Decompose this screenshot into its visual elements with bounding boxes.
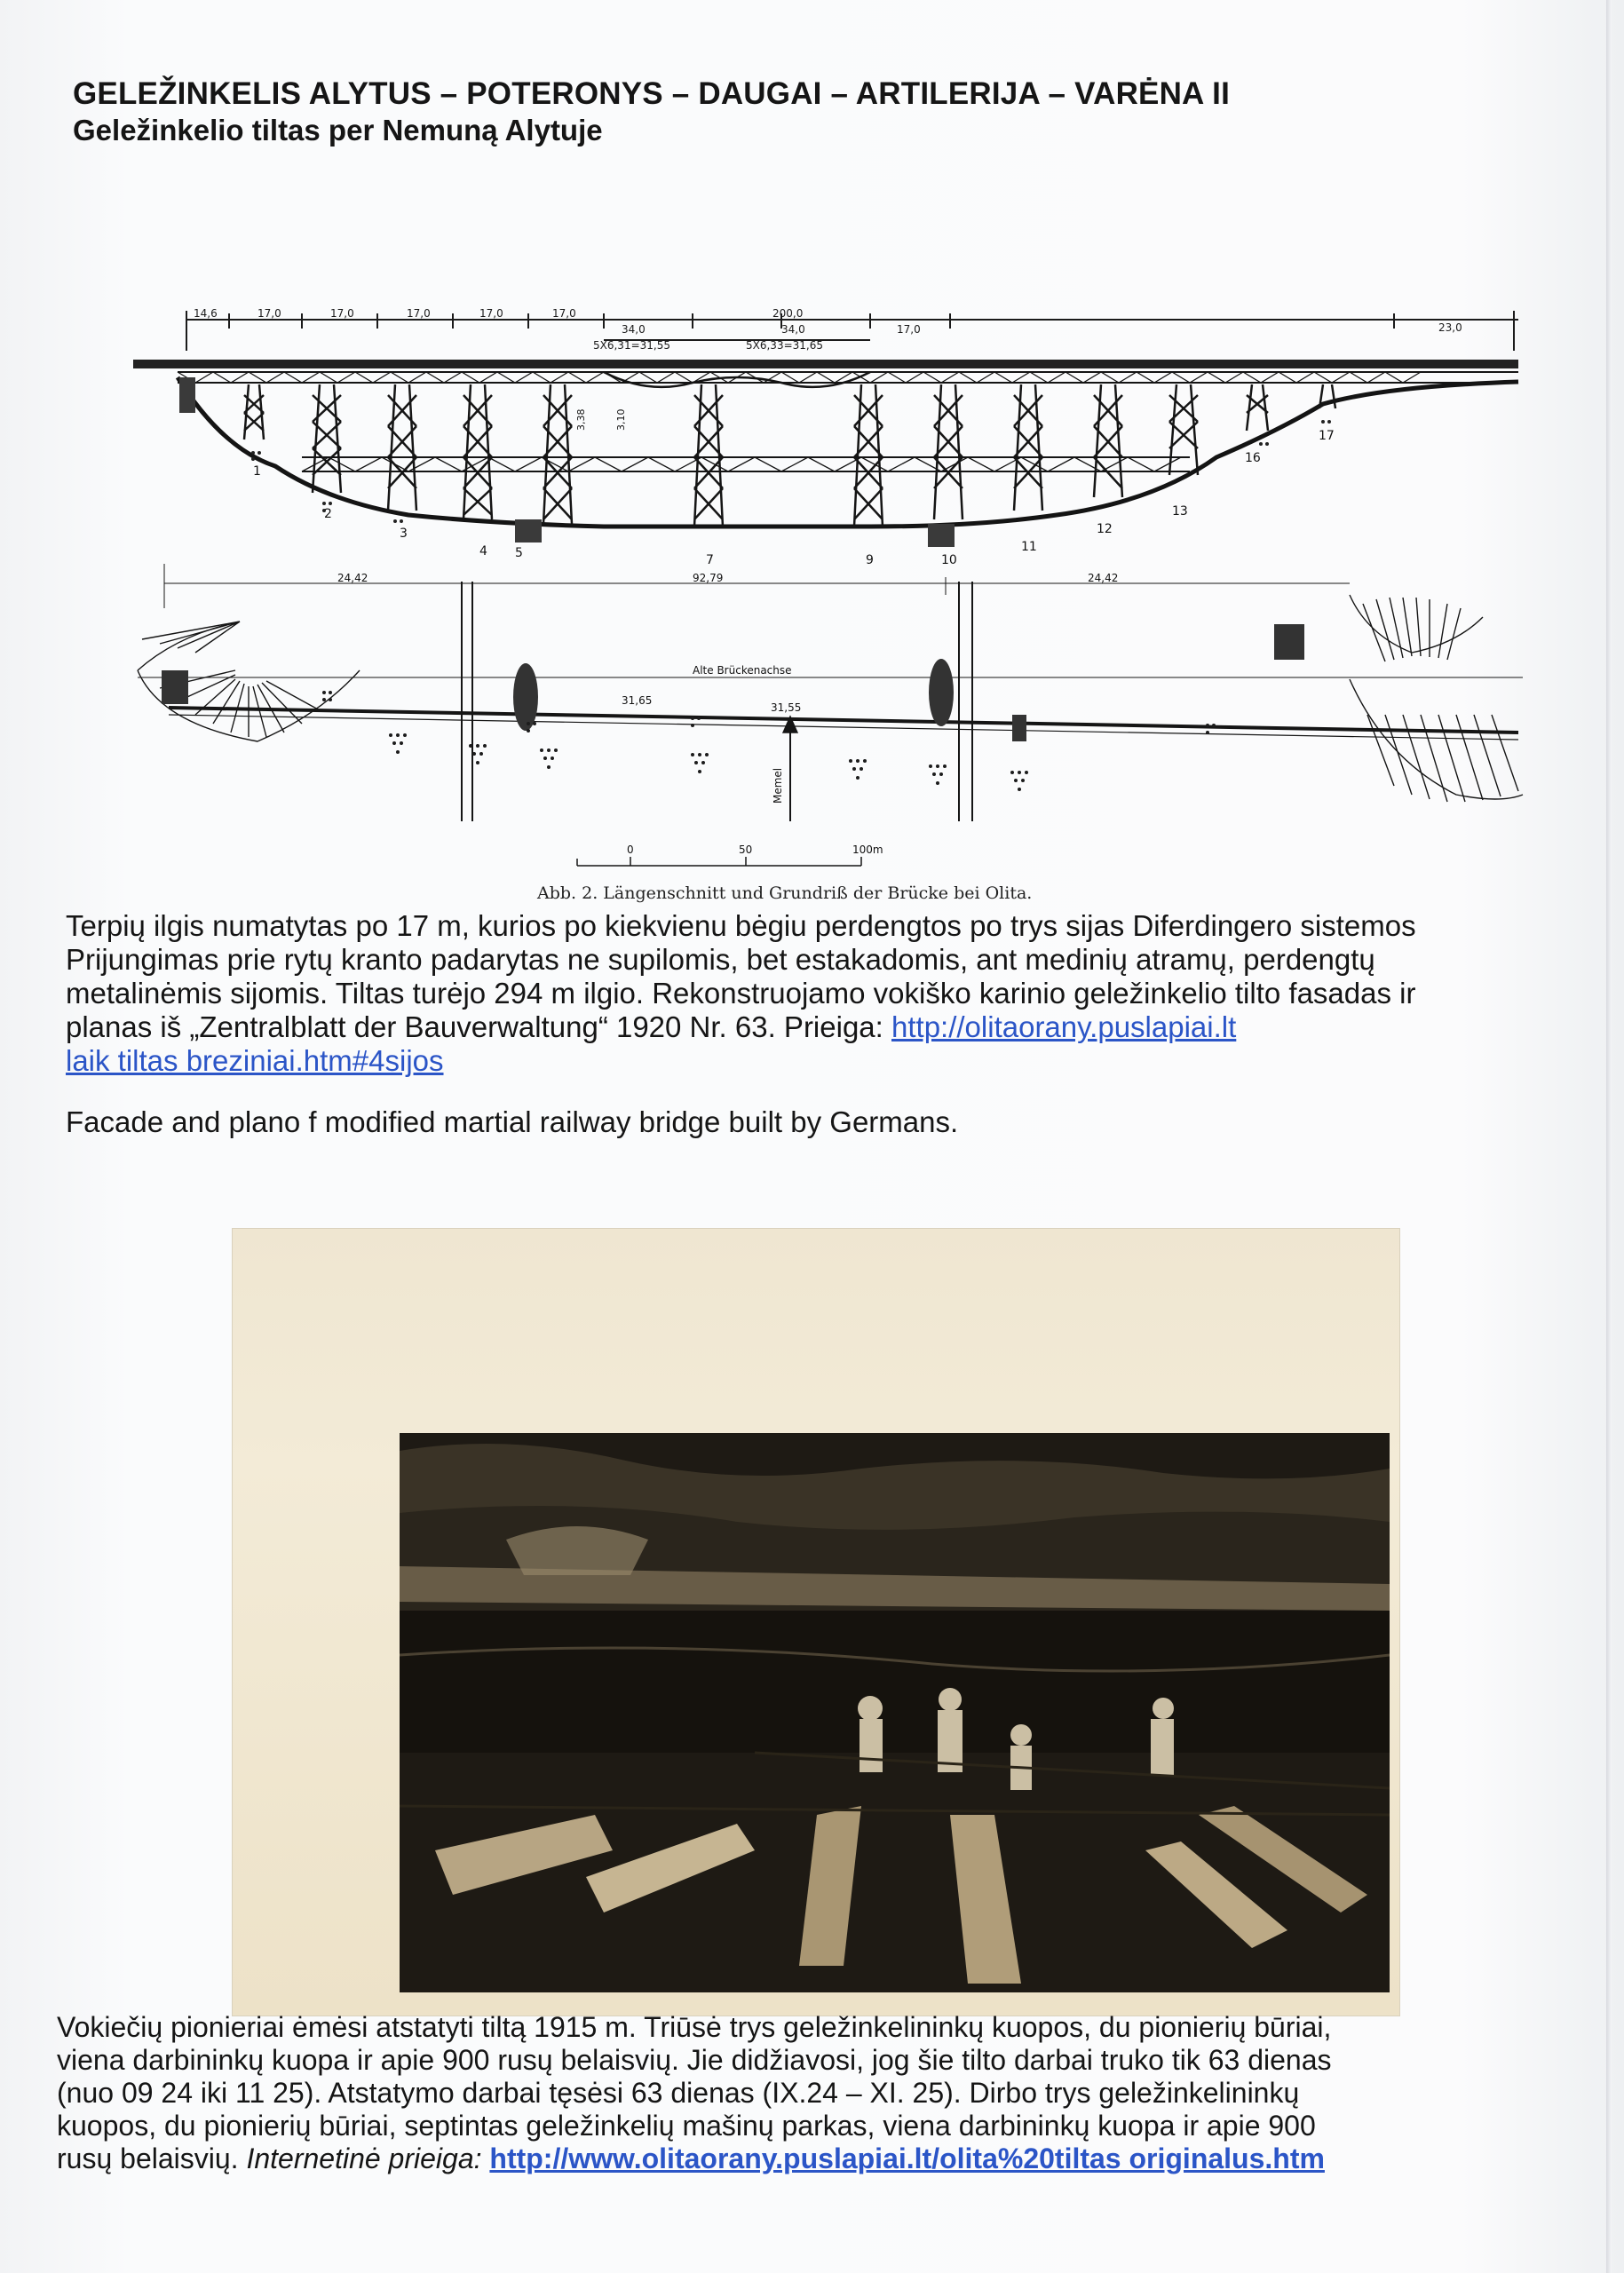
photo-scene (400, 1433, 1390, 1992)
page-title: GELEŽINKELIS ALYTUS – POTERONYS – DAUGAI – ARTILERIJA – VARĖNA II (73, 76, 1231, 111)
pier-number: 3 (400, 527, 408, 541)
internet-source-link[interactable]: http://www.olitaorany.puslapiai.lt/olita%20tiltas originalus.htm (489, 2142, 1325, 2174)
pier-number: 16 (1245, 451, 1261, 465)
dim-label: 34,0 (622, 323, 646, 336)
scale-label: 50 (739, 843, 753, 856)
pier-number: 7 (706, 553, 714, 567)
plan-axis-label: Alte Brückenachse (693, 664, 792, 677)
dim-label: 17,0 (407, 307, 431, 320)
page-subtitle: Geležinkelio tiltas per Nemuną Alytuje (73, 114, 603, 147)
pier-number: 17 (1319, 429, 1335, 443)
plan-dim: 31,55 (771, 701, 802, 714)
plan-dim: 31,65 (622, 694, 653, 707)
text-line: Vokiečių pionieriai ėmėsi atstatyti tiltą 1915 m. Triūsė trys geležinkelininkų kuopos, du pionierių būriai, (57, 2011, 1332, 2043)
source-link-continued[interactable]: laik tiltas breziniai.htm#4sijos (66, 1044, 444, 1077)
text-line: Terpių ilgis numatytas po 17 m, kurios po kiekvienu bėgiu perdengtos po trys sijas Diferdingero sistemos (66, 909, 1416, 942)
height-label: 3,38 (575, 408, 587, 431)
pier-number: 4 (479, 544, 487, 558)
history-paragraph (57, 2011, 1584, 2175)
plan-dim: 24,42 (337, 572, 368, 584)
dim-label: 17,0 (552, 307, 576, 320)
pier-number: 11 (1021, 540, 1037, 554)
pier-number: 12 (1097, 522, 1113, 536)
text-line (66, 1044, 1575, 1078)
pier-number: 13 (1172, 504, 1188, 519)
drawing-caption: Abb. 2. Längenschnitt und Grundriß der Brücke bei Olita. (537, 883, 1033, 903)
dim-label: 34,0 (781, 323, 805, 336)
scale-label: 100m (852, 843, 883, 856)
text-line: metalinėmis sijomis. Tiltas turėjo 294 m ilgio. Rekonstruojamo vokiško karinio geležinkelio tilto fasadas ir (66, 977, 1416, 1010)
english-caption: Facade and plano f modified martial railway bridge built by Germans. (66, 1105, 959, 1138)
dim-label: 23,0 (1438, 321, 1462, 334)
page-edge (1606, 0, 1612, 2273)
dim-label: 17,0 (257, 307, 281, 320)
text-line: Prijungimas prie rytų kranto padarytas ne supilomis, bet estakadomis, ant medinių atramų, perdengtų (66, 943, 1375, 976)
dim-label: 14,6 (194, 307, 218, 320)
dim-label: 17,0 (330, 307, 354, 320)
text-line: viena darbininkų kuopa ir apie 900 rusų belaisvių. Jie didžiavosi, jog šie tilto darbai truko tik 63 dienas (57, 2044, 1332, 2076)
text-fragment: rusų belaisvių. (57, 2142, 247, 2174)
text-line (57, 2142, 1584, 2175)
pier-number: 2 (324, 507, 332, 521)
plan-dim: 92,79 (693, 572, 724, 584)
text-line: (nuo 09 24 iki 11 25). Atstatymo darbai tęsėsi 63 dienas (IX.24 – XI. 25). Dirbo trys geležinkelininkų (57, 2077, 1300, 2109)
bridge-drawing (124, 297, 1527, 910)
source-link[interactable]: http://olitaorany.puslapiai.lt (891, 1010, 1237, 1043)
text-fragment: planas iš „Zentralblatt der Bauverwaltung“ 1920 Nr. 63. Prieiga: (66, 1010, 891, 1043)
access-label: Internetinė prieiga: (246, 2142, 482, 2174)
historical-photo (233, 1229, 1399, 2016)
scale-label: 0 (627, 843, 634, 856)
text-line: kuopos, du pionierių būriai, septintas geležinkelių mašinų parkas, viena darbininkų kuopa ir apie 900 (57, 2110, 1316, 2142)
plan-dim: 24,42 (1088, 572, 1119, 584)
dim-label: 5X6,31=31,55 (593, 339, 670, 352)
dim-label: 5X6,33=31,65 (746, 339, 823, 352)
pier-number: 10 (941, 553, 957, 567)
text-line (66, 1010, 1575, 1044)
dim-label: 17,0 (897, 323, 921, 336)
pier-number: 1 (253, 464, 261, 479)
pier-number: 9 (866, 553, 874, 567)
pier-number: 5 (515, 546, 523, 560)
description-paragraph (66, 909, 1575, 1078)
river-label: Memel (772, 767, 784, 804)
dim-label: 200,0 (772, 307, 804, 320)
dim-label: 17,0 (479, 307, 503, 320)
height-label: 3,10 (615, 408, 627, 431)
